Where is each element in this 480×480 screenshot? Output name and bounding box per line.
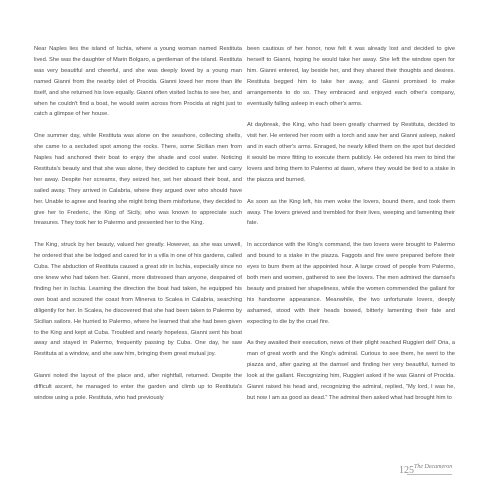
book-title: The Decameron <box>414 464 453 470</box>
page-number: 125 <box>399 465 414 476</box>
paragraph: One summer day, while Restituta was alone on the seashore, collecting shells, she came to a secluded spot among the rocks. There, some Sicilian men from Naples had anchored their boat to enjoy the shade and cool water. Noticing Restituta's beauty and that she was alone, they decided to capture her and carry her away. Despite her screams, they seized her, set her aboard their boat, and sailed away. They arrived in Calabria, where they argued over who should have her. Unable to agree and fearing she might bring them misfortune, they decided to give her to Frederic, the King of Sicily, who was known to appreciate such treasures. They took her to Palermo and presented her to the King. <box>34 133 242 227</box>
paragraph: been cautious of her honor, now felt it was already lost and decided to give herself to Gianni, hoping he would take her away. She left the window open for him. Gianni entered, lay beside her, and they shared their thoughts and desires. Restituta begged him to take her away, and Gianni promised to make arrangements to do so. They embraced and enjoyed each other's company, eventually falling asleep in each other's arms. <box>247 46 455 107</box>
paragraph: Near Naples lies the island of Ischia, where a young woman named Restituta lived. She was the daughter of Marin Bolgaro, a gentleman of the island. Restituta was very beautiful and cheerful, and she was deeply loved by a young man named Gianni from the nearby islet of Procida. Gianni loved her more than life itself, and she returned his love equally. Gianni often visited Ischia to see her, and when he couldn't find a boat, he would swim across from Procida at night just to catch a glimpse of her house. <box>34 46 242 118</box>
footer-rule <box>407 474 452 475</box>
paragraph: The King, struck by her beauty, valued her greatly. However, as she was unwell, he ordered that she be lodged and cared for in a villa in one of his gardens, called Cuba. The abduction of Restituta caused a great stir in Ischia, especially since no one knew who had taken her. Gianni, more distressed than anyone, despaired of finding her in Ischia. Learning the direction the boat had taken, he equipped his own boat and scoured the coast from Minerva to Scalea in Calabria, searching diligently for her. In Scalea, he discovered that she had been taken to Palermo by Sicilian sailors. He hurried to Palermo, where he learned that she had been given to the King and kept at Cuba. Troubled and nearly hopeless, Gianni sent his boat away and stayed in Palermo, frequently passing by Cuba. One day, he saw Restituta at a window, and she saw him, bringing them great mutual joy. <box>34 242 242 358</box>
paragraph: As they awaited their execution, news of their plight reached Ruggieri dell' Oria, a man of great worth and the King's admiral. Curious to see them, he went to the piazza and, after gazing at the damsel and finding her very beautiful, turned to look at the gallant. Recognizing him, Ruggieri asked if he was Gianni of Procida. Gianni raised his head and, recognizing the admiral, replied, "My lord, I was he, but now I am as good as dead." The admiral then asked what had brought him to <box>247 340 455 401</box>
paragraph: As soon as the King left, his men woke the lovers, bound them, and took them away. The lovers grieved and trembled for their lives, weeping and lamenting their fate. <box>247 198 455 227</box>
paragraph: Gianni noted the layout of the place and, after nightfall, returned. Despite the difficult ascent, he managed to enter the garden and climb up to Restituta's window using a pole. Restituta, who had previously <box>34 373 242 401</box>
paragraph: In accordance with the King's command, the two lovers were brought to Palermo and bound to a stake in the piazza. Faggots and fire were prepared before their eyes to burn them at the appointed hour. A large crowd of people from Palermo, both men and women, gathered to see the lovers. The men admired the damsel's beauty and praised her shapeliness, while the women commended the gallant for his handsome appearance. Meanwhile, the two unfortunate lovers, deeply ashamed, stood with their heads bowed, bitterly lamenting their fate and expecting to die by the cruel fire. <box>247 242 455 325</box>
paragraph: At daybreak, the King, who had been greatly charmed by Restituta, decided to visit her. He entered her room with a torch and saw her and Gianni asleep, naked and in each other's arms. Enraged, he nearly killed them on the spot but decided it would be more fitting to execute them publicly. He ordered his men to bind the lovers and bring them to Palermo at dawn, where they would be tied to a stake in the piazza and burned. <box>247 122 455 183</box>
left-column <box>34 44 242 404</box>
right-column <box>247 44 455 404</box>
